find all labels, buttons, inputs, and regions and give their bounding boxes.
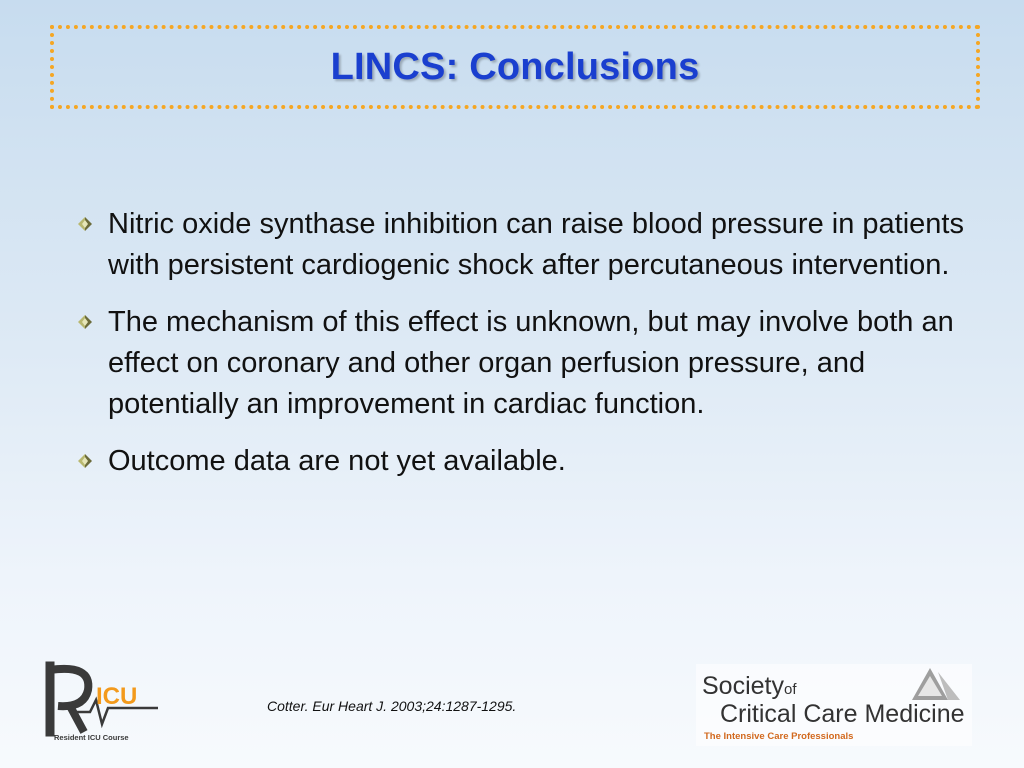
triangle-logo-icon bbox=[908, 666, 968, 706]
sccm-name-line: Critical Care Medicine bbox=[720, 700, 965, 728]
sccm-tagline: The Intensive Care Professionals bbox=[704, 731, 854, 742]
diamond-arrow-bullet-icon bbox=[78, 454, 92, 468]
sccm-of-text: of bbox=[783, 681, 797, 698]
citation: Cotter. Eur Heart J. 2003;24:1287-1295. bbox=[267, 698, 517, 714]
bullet-item bbox=[78, 302, 978, 425]
title-box bbox=[50, 25, 980, 109]
sccm-society-line bbox=[702, 672, 797, 701]
bullet-text: The mechanism of this effect is unknown, but may involve both an effect on coronary and other organ perfusion pressure, and potentially an improvement in cardiac function. bbox=[108, 306, 954, 420]
bullet-text: Nitric oxide synthase inhibition can raise blood pressure in patients with persistent cardiogenic shock after percutaneous intervention. bbox=[108, 208, 964, 281]
ricu-logo bbox=[40, 660, 170, 742]
bullet-item bbox=[78, 441, 978, 482]
diamond-arrow-bullet-icon bbox=[78, 315, 92, 329]
bullet-item bbox=[78, 204, 978, 286]
sccm-logo bbox=[696, 664, 972, 746]
ricu-logo-text: Resident ICU Course bbox=[54, 733, 129, 742]
svg-text:ICU: ICU bbox=[96, 683, 138, 710]
bullet-text: Outcome data are not yet available. bbox=[108, 445, 566, 477]
diamond-arrow-bullet-icon bbox=[78, 217, 92, 231]
sccm-society-text: Society bbox=[702, 672, 784, 700]
slide-title: LINCS: Conclusions bbox=[330, 45, 700, 88]
bullet-list bbox=[78, 204, 978, 498]
